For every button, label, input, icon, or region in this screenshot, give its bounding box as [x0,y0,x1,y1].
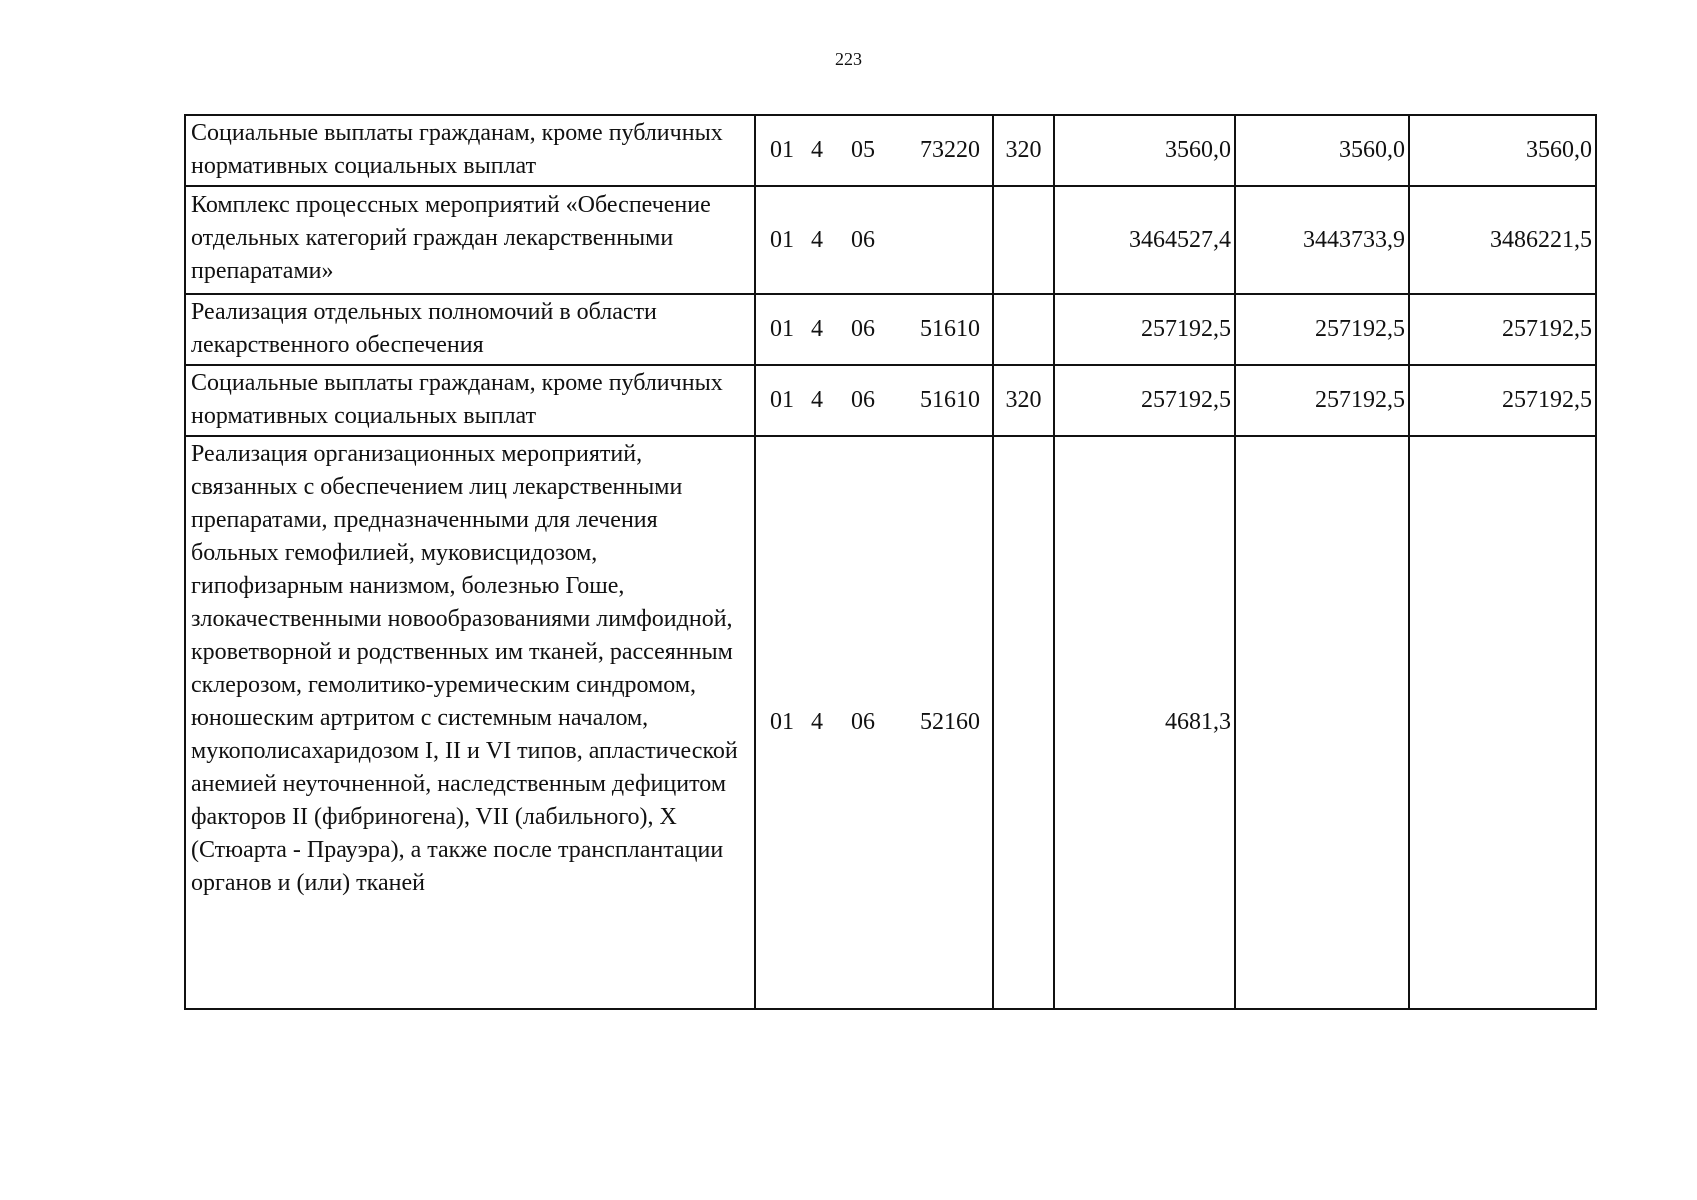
amount-year-2: 257192,5 [1235,365,1409,436]
code-direction: 51610 [920,316,980,342]
row-name: Реализация организационных мероприятий, связанных с обеспечением лиц лекарственными препаратами, предназначенными для лечения больных гемофилией, муковисцидозом, гипофизарным нанизмом, болезнью Гоше, злокачественными новообразованиями лимфоидной, кроветворной и родственных им тканей, рассеянным склерозом, гемолитико-уремическим синдромом, юношеским артритом с системным началом, мукополисахаридозом I, II и VI типов, апластической анемией неуточненной, наследственным дефицитом факторов II (фибриногена), VII (лабильного), X (Стюарта - Прауэра), а также после трансплантации органов и (или) тканей [191,441,738,896]
code-activity: 06 [851,226,875,253]
amount-year-1: 257192,5 [1054,294,1235,365]
budget-code [766,224,986,257]
code-program: 01 [770,387,794,413]
code-activity: 06 [851,387,875,413]
row-name: Комплекс процессных мероприятий «Обеспечение отдельных категорий граждан лекарственными препаратами» [191,192,711,284]
budget-code [766,134,986,167]
amount-year-1: 3560,0 [1054,115,1235,186]
table-row [185,186,1596,294]
code-program: 01 [770,226,794,253]
row-name-cell [185,294,755,365]
row-name-cell [185,436,755,1009]
code-activity: 06 [851,316,875,342]
amount-year-3: 3486221,5 [1409,186,1596,294]
code-activity: 05 [851,137,875,163]
code-subprogram: 4 [811,316,823,342]
expense-type-cell [993,436,1054,1009]
code-subprogram: 4 [811,709,823,735]
amount-year-3: 257192,5 [1409,365,1596,436]
table-row [185,436,1596,1009]
amount-year-3: 3560,0 [1409,115,1596,186]
code-program: 01 [770,137,794,163]
expense-type-cell [993,186,1054,294]
expense-type-cell: 320 [993,365,1054,436]
amount-year-2: 257192,5 [1235,294,1409,365]
code-subprogram: 4 [811,137,823,163]
amount-year-1: 3464527,4 [1054,186,1235,294]
row-name: Реализация отдельных полномочий в области лекарственного обеспечения [191,299,657,358]
code-direction: 52160 [920,709,980,735]
budget-code-cell [755,186,993,294]
expense-type-cell: 320 [993,115,1054,186]
budget-code [766,384,986,417]
table-row [185,115,1596,186]
code-activity: 06 [851,709,875,735]
budget-code-cell [755,436,993,1009]
row-name-cell [185,186,755,294]
table-row [185,365,1596,436]
table-row [185,294,1596,365]
amount-year-1: 4681,3 [1054,436,1235,1009]
budget-code [766,706,986,739]
row-name-cell [185,365,755,436]
budget-table [184,114,1597,1010]
row-name: Социальные выплаты гражданам, кроме публичных нормативных социальных выплат [191,120,723,179]
code-direction: 51610 [920,387,980,413]
code-program: 01 [770,709,794,735]
page-number: 223 [835,49,862,69]
amount-year-3: 257192,5 [1409,294,1596,365]
amount-year-1: 257192,5 [1054,365,1235,436]
budget-code [766,313,986,346]
amount-year-3 [1409,436,1596,1009]
row-name-cell [185,115,755,186]
row-name: Социальные выплаты гражданам, кроме публичных нормативных социальных выплат [191,370,723,429]
code-subprogram: 4 [811,226,823,253]
budget-code-cell [755,365,993,436]
budget-code-cell [755,294,993,365]
budget-code-cell [755,115,993,186]
code-subprogram: 4 [811,387,823,413]
code-program: 01 [770,316,794,342]
amount-year-2: 3560,0 [1235,115,1409,186]
amount-year-2 [1235,436,1409,1009]
amount-year-2: 3443733,9 [1235,186,1409,294]
expense-type-cell [993,294,1054,365]
code-direction: 73220 [920,137,980,163]
